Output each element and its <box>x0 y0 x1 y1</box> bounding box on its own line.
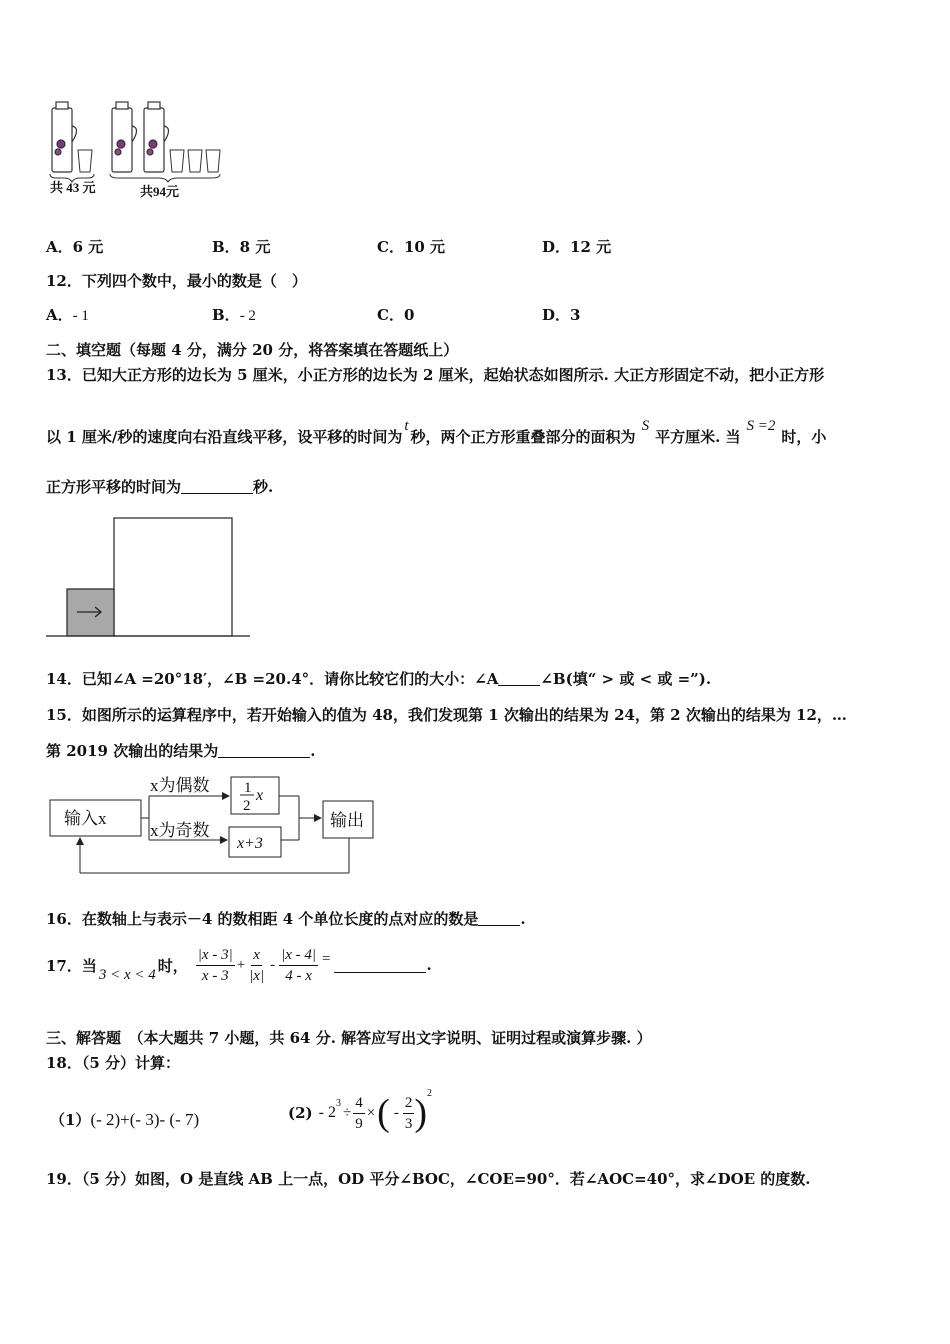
odd-label: x为奇数 <box>150 821 210 840</box>
output-label: 输出 <box>330 811 364 830</box>
cup-icon <box>78 150 92 172</box>
half-den: 2 <box>243 798 251 814</box>
option-c: C．10 元 <box>377 238 446 256</box>
option-d: D．12 元 <box>542 238 612 256</box>
thermos-cups-figure <box>44 100 244 205</box>
large-square <box>114 518 232 636</box>
answer-blank <box>181 479 253 494</box>
answer-blank <box>218 743 310 758</box>
q12-option-a: A．- 1 <box>46 306 89 324</box>
q12-option-d: D．3 <box>542 306 581 324</box>
cup-icon <box>170 150 184 172</box>
question-15-line2: 第 2019 次输出的结果为 . <box>46 742 316 760</box>
q12-option-c: C．0 <box>377 306 415 324</box>
thermos-icon <box>112 102 137 172</box>
section-3-heading: 三、解答题 （本大题共 7 小题，共 64 分. 解答应写出文字说明、证明过程或演算步骤. ） <box>46 1029 652 1047</box>
answer-blank <box>334 958 426 973</box>
even-label: x为偶数 <box>150 776 210 795</box>
question-16: 16．在数轴上与表示－4 的数相距 4 个单位长度的点对应的数是 . <box>46 910 526 928</box>
q18-part1: （1）(- 2)+(- 3)- (- 7) <box>50 1110 200 1129</box>
q18-part2: (2) - 2 3 ÷ $\frac{4}{9}$ × ( - $\frac{2}{3}$ ) 2 <box>288 1087 432 1134</box>
thermos-icon <box>52 102 77 172</box>
answer-blank <box>498 671 540 686</box>
bracket-right <box>110 174 220 182</box>
q12-option-b: B．- 2 <box>212 306 256 324</box>
cup-icon <box>206 150 220 172</box>
question-15-line1: 15．如图所示的运算程序中，若开始输入的值为 48，我们发现第 1 次输出的结果为 24，第 2 次输出的结果为 12，… <box>46 706 847 724</box>
cup-icon <box>188 150 202 172</box>
thermos-icon <box>144 102 169 172</box>
input-label: 输入x <box>64 809 107 828</box>
question-17: 17．当 3 < x < 4 时， $\frac{|x - 3|}{x - 3}$ + $\frac{x}{|x|}$ - $\frac{|x - 4|}{4 - x}$ = . <box>46 946 432 984</box>
question-12: 12．下列四个数中，最小的数是（ ） <box>46 272 307 290</box>
question-18: 18．（5 分）计算： <box>46 1054 181 1072</box>
question-19: 19．（5 分）如图，O 是直线 AB 上一点，OD 平分∠BOC，∠COE=90°．若∠AOC=40°，求∠DOE 的度数. <box>46 1170 811 1188</box>
half-num: 1 <box>244 780 252 796</box>
half-var: x <box>256 787 264 804</box>
option-b: B．8 元 <box>212 238 271 256</box>
half-box <box>231 777 279 814</box>
fig-label-left: 共 43 元 <box>50 180 96 195</box>
answer-blank <box>478 911 520 926</box>
squares-figure <box>44 514 254 640</box>
section-2-heading: 二、填空题（每题 4 分，满分 20 分，将答案填在答题纸上） <box>46 341 459 359</box>
question-13-line1: 13．已知大正方形的边长为 5 厘米，小正方形的边长为 2 厘米，起始状态如图所示. 大正方形固定不动，把小正方形 <box>46 366 825 384</box>
plus3-label: x+3 <box>237 835 263 852</box>
fig-label-right: 共94元 <box>140 184 180 199</box>
question-13-line3: 正方形平移的时间为 秒. <box>46 478 274 496</box>
flowchart <box>44 770 384 880</box>
option-a: A．6 元 <box>46 238 104 256</box>
question-14: 14．已知∠A =20°18′，∠B =20.4°．请你比较它们的大小：∠A ∠B(填“ > 或 < 或 =”). <box>46 670 712 688</box>
question-13-line2: 以 1 厘米/秒的速度向右沿直线平移，设平移的时间为t秒，两个正方形重叠部分的面积为S平方厘米. 当S =2时，小 <box>46 418 827 446</box>
